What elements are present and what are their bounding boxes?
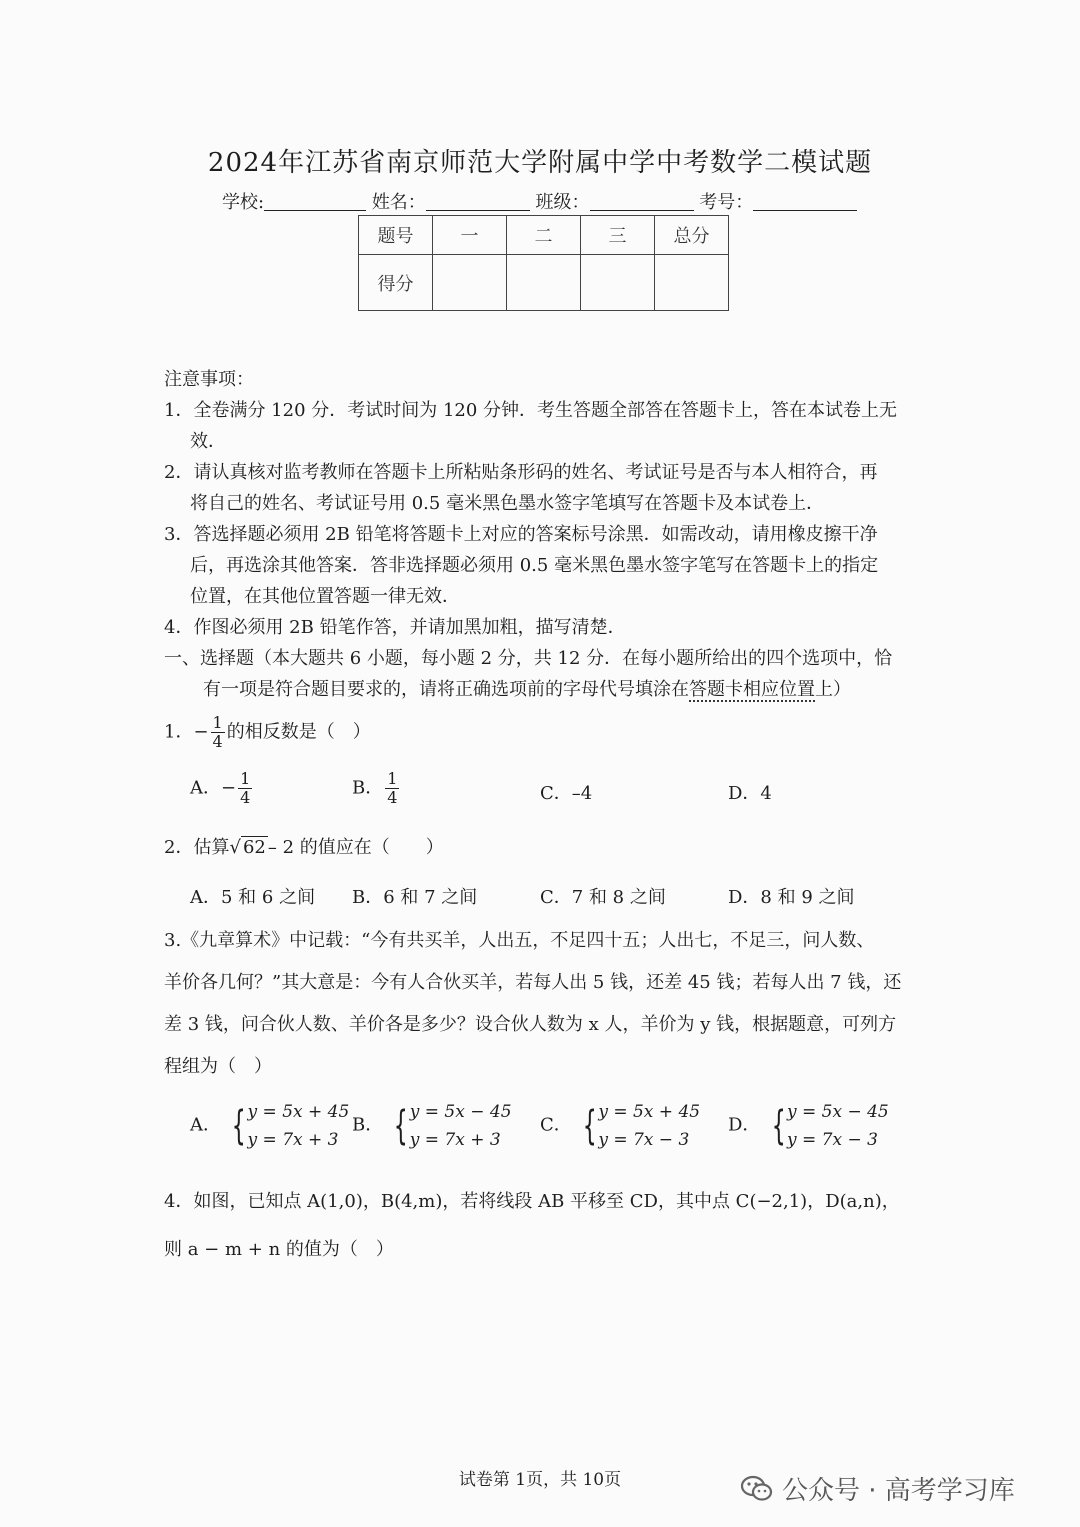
notice-line: 位置，在其他位置答题一律无效． [190,586,460,607]
name-label: 姓名： [371,192,426,213]
notice-line: 将自己的姓名、考试证号用 0.5 毫米黑色墨水签字笔填写在答题卡及本试卷上． [190,493,825,514]
q3-option-d: D． { y = 5x − 45 y = 7x − 3 [728,1102,889,1150]
notice-heading: 注意事项： [164,369,254,390]
q3-option-a: A． { y = 5x + 45 y = 7x + 3 [190,1102,350,1150]
q1-option-d: D．4 [728,783,772,804]
question-4-line: 则 a − m + n 的值为（ ） [164,1239,394,1260]
notice-line: 4．作图必须用 2B 铅笔作答，并请加黑加粗，描写清楚． [164,617,626,638]
q3-option-b: B． { y = 5x − 45 y = 7x + 3 [352,1102,512,1150]
score-table [358,215,729,311]
question-1: 1．− $\frac{1}{4}$ 的相反数是（ ） [164,713,371,751]
question-3-line: 程组为（ ） [164,1056,272,1077]
q2-option-c: C．7 和 8 之间 [540,887,666,908]
section1-heading-cont: 有一项是符合题目要求的，请将正确选项前的字母代号填涂在答题卡相应位置上） [203,679,851,700]
fraction: $\frac{1}{4}$ [212,713,223,751]
score-header: 总分 [655,216,729,255]
student-info-row [222,188,857,214]
watermark-text: 公众号 · 高考学习库 [782,1476,1015,1506]
score-row-label: 得分 [359,255,433,311]
q2-option-a: A．5 和 6 之间 [190,887,316,908]
page-title: 2024年江苏省南京师范大学附属中学中考数学二模试题 [207,148,873,178]
score-header: 二 [507,216,581,255]
number-blank [753,190,857,211]
watermark [740,1470,1015,1507]
notice-line: 效． [190,431,226,452]
question-3-line: 差 3 钱，问合伙人数、羊价各是多少？设合伙人数为 x 人，羊价为 y 钱，根据题意，可列方 [164,1014,897,1035]
page-footer: 试卷第 1页，共 10页 [458,1470,622,1490]
question-3-line: 3.《九章算术》中记载：“今有共买羊，人出五，不足四十五；人出七，不足三，问人数、 [164,930,875,951]
section1-heading: 一、选择题（本大题共 6 小题，每小题 2 分，共 12 分．在每小题所给出的四个选项中，恰 [164,648,893,669]
notice-line: 3．答选择题必须用 2B 铅笔将答题卡上对应的答案标号涂黑．如需改动，请用橡皮擦干净 [164,524,878,545]
notice-line: 2．请认真核对监考教师在答题卡上所粘贴条形码的姓名、考试证号是否与本人相符合，再 [164,462,878,483]
score-cell [433,255,507,311]
score-header: 三 [581,216,655,255]
q3-option-c: C． { y = 5x + 45 y = 7x − 3 [540,1102,701,1150]
school-blank [264,190,366,211]
class-label: 班级： [535,192,590,213]
score-header: 题号 [359,216,433,255]
school-label: 学校: [222,192,265,213]
q2-option-d: D．8 和 9 之间 [728,887,855,908]
q1-option-c: C．–4 [540,783,593,804]
q2-option-b: B．6 和 7 之间 [352,887,478,908]
notice-line: 后，再选涂其他答案．答非选择题必须用 0.5 毫米黑色墨水签字笔写在答题卡上的指定 [190,555,879,576]
score-cell [581,255,655,311]
score-header: 一 [433,216,507,255]
number-label: 考号： [699,192,754,213]
class-blank [590,190,694,211]
question-2: 2．估算√ 62 – 2 的值应在（ ） [164,837,444,858]
score-cell [655,255,729,311]
score-cell [507,255,581,311]
question-4-line: 4．如图，已知点 A(1,0)，B(4,m)，若将线段 AB 平移至 CD，其中点 C(−2,1)，D(a,n)， [164,1191,900,1212]
question-3-line: 羊价各几何？”其大意是：今有人合伙买羊，若每人出 5 钱，还差 45 钱；若每人出 7 钱，还 [164,972,902,993]
wechat-icon [740,1474,774,1504]
q1-option-b: B． $\frac{1}{4}$ [352,769,398,807]
notice-line: 1．全卷满分 120 分．考试时间为 120 分钟．考生答题全部答在答题卡上，答在本试卷上无 [164,400,898,421]
q1-option-a: A．− $\frac{1}{4}$ [190,769,251,807]
name-blank [426,190,530,211]
